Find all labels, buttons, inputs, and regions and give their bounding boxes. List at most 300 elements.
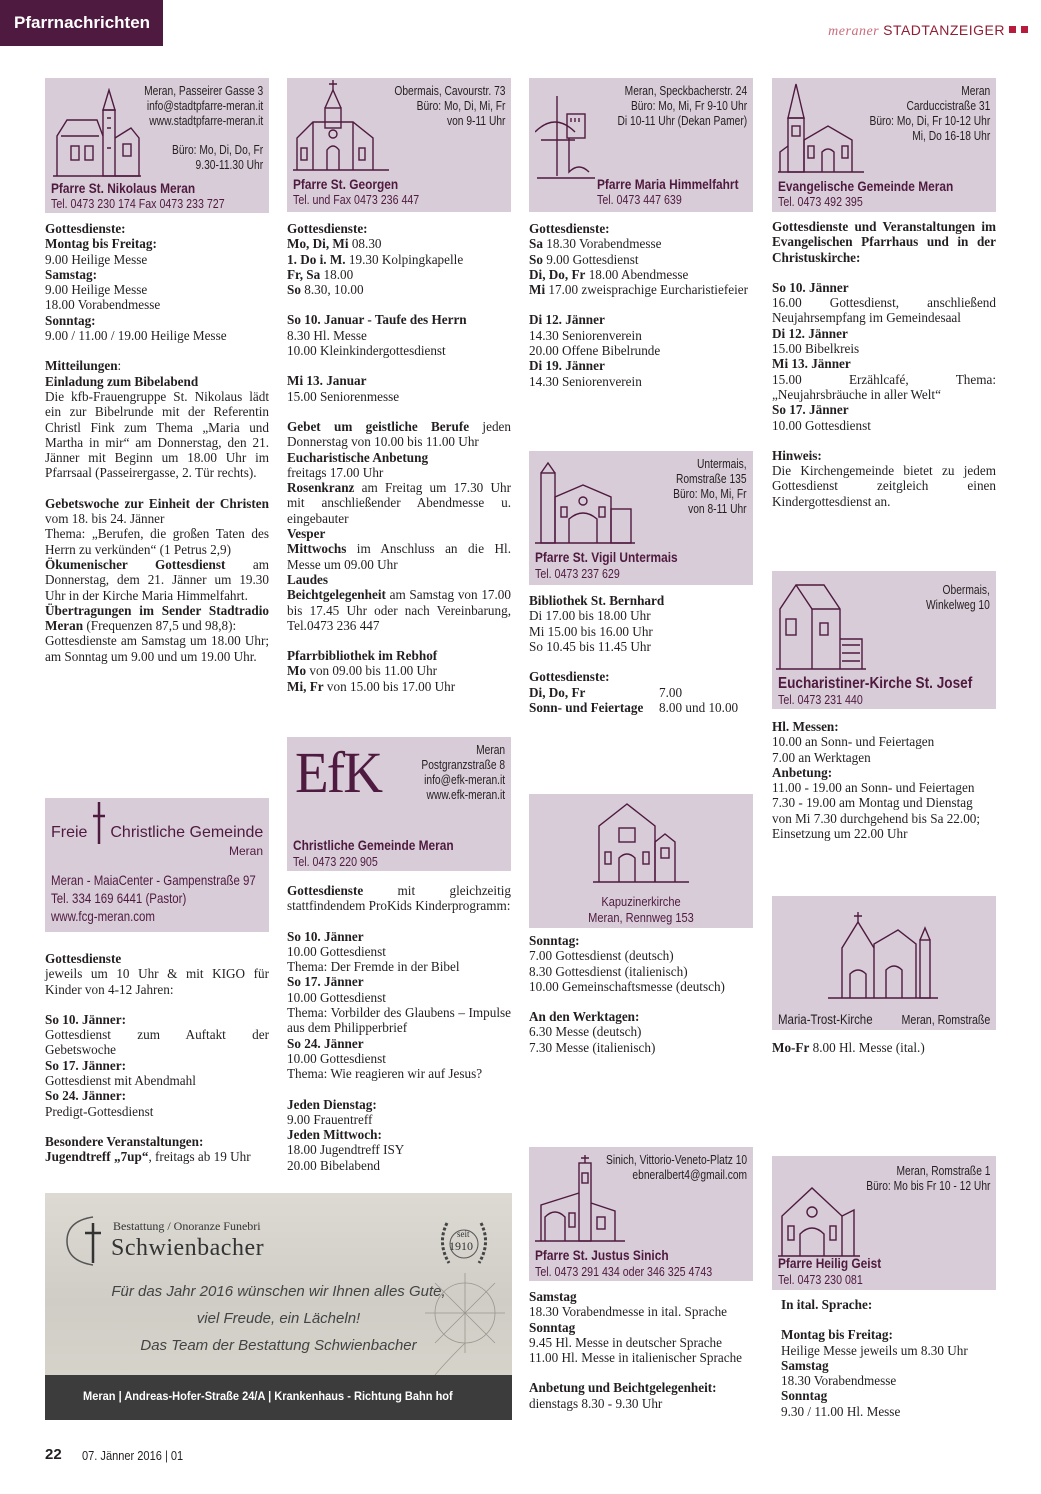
ad-message-line: Das Team der Bestattung Schwienbacher (140, 1337, 417, 1354)
masthead-logo (828, 22, 1005, 40)
address-block (869, 84, 990, 144)
box-vigil (529, 451, 753, 585)
phone: Tel. und Fax 0473 236 447 (293, 192, 420, 207)
text-bold: Sonntag: (529, 933, 580, 948)
text-paragraph (772, 356, 996, 371)
text-paragraph (529, 624, 753, 639)
text-paragraph (529, 979, 753, 994)
text-regular: 8.30 Gottesdienst (italienisch) (529, 963, 688, 979)
text-regular: 9.00 Heilige Messe (45, 282, 148, 298)
text-bold: Mittwochs (287, 541, 347, 557)
spacer (287, 404, 511, 419)
text-regular: freitags 17.00 Uhr (287, 464, 384, 480)
text-paragraph (529, 1380, 753, 1395)
text-bold: Di 12. Jänner (772, 325, 848, 341)
box-fcg (45, 798, 269, 932)
text-regular: 15.00 Erzählcafé, Thema: „Neujahrsbräuche in aller Welt“ (772, 371, 996, 402)
text-bold: Di, Do, Fr (529, 266, 586, 282)
text-bold: An den Werktagen: (529, 1009, 640, 1025)
text-paragraph (529, 221, 753, 236)
text-bold: So 10. Jänner (287, 928, 364, 944)
box-himmelfahrt (529, 78, 753, 212)
text-regular: von 09.00 bis 11.00 Uhr (306, 663, 438, 679)
text-paragraph (529, 593, 753, 608)
text-paragraph (45, 603, 269, 634)
text-regular: 11.00 - 19.00 an Sonn- und Feiertagen (772, 780, 975, 796)
text-bold: Übertragungen im Sender Stadtradio Meran (45, 602, 269, 634)
address-block (144, 84, 263, 129)
text-paragraph (287, 541, 511, 572)
text-bold: Mi 13. Januar (287, 373, 367, 389)
box-justus (529, 1147, 753, 1281)
text-bold: Beichtgelegenheit (287, 587, 386, 603)
text-justus (529, 1289, 753, 1411)
text-heiliggeist (781, 1297, 996, 1419)
text-bold: Gottesdienste: (529, 221, 610, 236)
text-bold: Eucharistische Anbetung (287, 449, 429, 465)
text-bold: Anbetung: (772, 764, 833, 780)
text-paragraph (772, 795, 996, 810)
cross-icon (92, 824, 106, 842)
text-paragraph (45, 374, 269, 389)
text-regular: 18.30 Vorabendmesse (781, 1373, 897, 1389)
text-paragraph (772, 750, 996, 765)
cross-icon (63, 1213, 111, 1269)
box-mariatrost (772, 896, 996, 1030)
web-link[interactable]: www.efk-meran.it (426, 788, 505, 802)
phone: Tel. 334 169 6441 (Pastor) (51, 890, 187, 906)
text-regular: 20.00 Offene Bibelrunde (529, 343, 661, 359)
text-evangelisch (772, 219, 996, 509)
text-regular: 10.00 an Sonn- und Feiertagen (772, 734, 935, 750)
text-regular: Di 17.00 bis 18.00 Uhr (529, 608, 651, 624)
table-cell-time: 8.00 und 10.00 (659, 700, 739, 716)
office-line: Büro: Mo, Mi, Fr (673, 487, 747, 501)
spacer (287, 1082, 511, 1097)
text-paragraph (781, 1327, 996, 1342)
text-regular: im Anschluss an die Hl. Messe um 09.00 Uhr (287, 541, 511, 572)
address-line: Winkelweg 10 (926, 598, 990, 612)
text-paragraph (45, 221, 269, 236)
text-paragraph (287, 959, 511, 974)
text-paragraph (772, 372, 996, 403)
text-regular: 10.00 Gottesdienst (287, 989, 386, 1005)
church-name: Kapuzinerkirche (601, 894, 681, 909)
text-bold: Jugendtreff „7up“ (45, 1149, 149, 1165)
text-paragraph (45, 389, 269, 481)
text-paragraph (772, 1040, 996, 1055)
text-paragraph (287, 419, 511, 450)
section-title: Pfarrnachrichten (0, 0, 163, 46)
text-paragraph (45, 951, 269, 966)
text-regular: 7.30 - 19.00 am Montag und Dienstag (772, 795, 973, 811)
address-line: Carduccistraße 31 (906, 99, 990, 113)
address-line: Sinich, Vittorio-Veneto-Platz 10 (605, 1153, 747, 1167)
email-link[interactable]: info@efk-meran.it (423, 773, 505, 787)
text-bold: Pfarrbibliothek im Rebhof (287, 648, 438, 664)
spacer (772, 265, 996, 280)
masthead-square (1021, 26, 1028, 33)
table-cell-time: 7.00 (659, 685, 683, 700)
text-paragraph (45, 1027, 269, 1058)
text-regular: 11.00 Hl. Messe in italienischer Sprache (529, 1350, 743, 1366)
text-bold: Mitteilungen (45, 358, 118, 374)
text-regular: jeweils um 10 Uhr & mit KIGO für Kinder von 4-12 Jahren: (45, 966, 269, 997)
text-regular: , freitags ab 19 Uhr (148, 1149, 251, 1165)
text-paragraph (529, 1009, 753, 1024)
text-bold: So 17. Jänner (287, 974, 364, 990)
text-bold: So 17. Jänner (772, 402, 849, 418)
text-paragraph (529, 933, 753, 948)
text-bold: Jeden Dienstag: (287, 1096, 377, 1112)
text-bold: In ital. Sprache: (781, 1297, 873, 1312)
spacer (287, 633, 511, 648)
text-paragraph (45, 1073, 269, 1088)
text-paragraph (287, 343, 511, 358)
masthead-caps: STADTANZEIGER (883, 22, 1005, 38)
church-heiliggeist-illustration (778, 1182, 860, 1258)
text-paragraph (781, 1388, 996, 1403)
text-paragraph (772, 418, 996, 433)
address-line: Meran (960, 84, 990, 98)
text-paragraph (45, 297, 269, 312)
text-paragraph (781, 1373, 996, 1388)
text-bold: Samstag (781, 1357, 829, 1373)
address-line: Romstraße 135 (676, 472, 747, 486)
text-bold: Mo-Fr (772, 1040, 810, 1055)
text-bold: Mi, Fr (287, 678, 324, 694)
text-regular: Gottesdienste am Samstag um 18.00 Uhr; am Sonntag um 9.00 und um 19.00 Uhr. (45, 633, 269, 664)
text-paragraph (287, 373, 511, 388)
ad-message-line: viel Freude, ein Lächeln! (196, 1310, 361, 1327)
text-paragraph (772, 295, 996, 326)
text-paragraph (45, 966, 269, 997)
spacer (45, 343, 269, 358)
text-bold: Anbetung und Beichtgelegenheit: (529, 1380, 717, 1396)
text-paragraph (287, 990, 511, 1005)
ad-subtitle: Bestattung / Onoranze Funebri (113, 1219, 261, 1233)
address-block (617, 84, 747, 129)
text-paragraph (772, 219, 996, 265)
fcg-logo-sub: Meran (228, 844, 263, 858)
text-paragraph (529, 312, 753, 327)
text-paragraph (772, 280, 996, 295)
email-link[interactable]: ebneralbert4@gmail.com (632, 1168, 747, 1182)
seal-year: 1910 (449, 1239, 473, 1253)
text-paragraph (287, 236, 511, 251)
text-paragraph (287, 1066, 511, 1081)
office-line: Büro: Mo, Di, Mi, Fr (416, 99, 505, 113)
text-paragraph (529, 358, 753, 373)
text-bold: Vesper (287, 526, 326, 542)
text-regular: 7.00 Gottesdienst (deutsch) (529, 948, 674, 964)
address-block (394, 84, 505, 129)
church-josef-illustration (776, 579, 866, 671)
text-regular: Einsetzung um 22.00 Uhr (772, 826, 908, 842)
text-paragraph (45, 633, 269, 664)
address-line: Meran, Passeirer Gasse 3 (143, 84, 263, 98)
text-paragraph (287, 312, 511, 327)
address-line: Meran (475, 743, 505, 757)
text-bold: Gottesdienste: (529, 669, 610, 685)
ad-company-name: Schwienbacher (111, 1235, 265, 1261)
text-regular: 18.30 Vorabendmesse in ital. Sprache (529, 1304, 728, 1320)
text-nikolaus (45, 221, 269, 664)
phone: Tel. 0473 230 174 Fax 0473 233 727 (51, 196, 225, 211)
church-kapuziner-illustration (593, 798, 689, 886)
spacer (287, 914, 511, 929)
web-link[interactable]: www.fcg-meran.com (51, 908, 155, 924)
text-regular: mit gleichzeitig stattfindendem ProKids Kinderprogramm: (287, 883, 511, 914)
address-line: Meran, Romstraße (901, 1012, 990, 1027)
text-bold: Gottesdienste und Veranstaltungen im Evangelischen Pfarrhaus und in der Christuskirche: (772, 219, 996, 265)
office-line: von 9-11 Uhr (446, 114, 505, 128)
text-bold: Gottesdienste: (287, 221, 368, 236)
text-regular: 10.00 Kleinkindergottesdienst (287, 343, 446, 359)
text-regular: 16.00 Gottesdienst, anschließend Neujahrsempfang im Gemeindesaal (772, 295, 996, 326)
text-paragraph (529, 1040, 753, 1055)
text-paragraph (287, 663, 511, 678)
text-paragraph (287, 282, 511, 297)
table-row (529, 685, 753, 700)
table-cell-day: Di, Do, Fr (529, 685, 586, 700)
text-paragraph (529, 1320, 753, 1335)
text-regular: 8.30 Hl. Messe (287, 327, 367, 343)
office-line: Büro: Mo, Mi, Fr 9-10 Uhr (630, 99, 747, 113)
ad-schwienbacher (45, 1193, 512, 1420)
text-paragraph (287, 480, 511, 526)
text-bold: Montag bis Freitag: (781, 1327, 893, 1343)
text-paragraph (287, 1142, 511, 1157)
text-georgen (287, 221, 511, 694)
table-row (529, 700, 753, 715)
text-paragraph (529, 1335, 753, 1350)
text-paragraph (287, 1127, 511, 1142)
address-line: Postgranzstraße 8 (421, 758, 505, 772)
issue-date: 07. Jänner 2016 | 01 (82, 1448, 184, 1463)
text-regular: 18.00 Jugendtreff ISY (287, 1142, 405, 1158)
text-bold: Gottesdienste (287, 883, 364, 898)
text-regular: 10.00 Gottesdienst (287, 943, 386, 959)
text-bold: Samstag: (45, 266, 98, 282)
spacer (529, 297, 753, 312)
address-line: Meran, Rennweg 153 (588, 910, 694, 925)
text-bold: Jeden Mittwoch: (287, 1127, 382, 1143)
text-regular: Predigt-Gottesdienst (45, 1103, 154, 1119)
text-bold: Bibliothek St. Bernhard (529, 593, 665, 608)
parish-name: Pfarre Heilig Geist (778, 1255, 882, 1271)
spacer (45, 1119, 269, 1134)
text-regular: 18.30 Vorabendmesse (542, 236, 662, 252)
text-regular: 14.30 Seniorenverein (529, 327, 642, 343)
text-paragraph (772, 463, 996, 509)
text-fcg (45, 951, 269, 1165)
text-regular: 15.00 Seniorenmesse (287, 388, 400, 404)
text-paragraph (45, 1012, 269, 1027)
office-line: von 8-11 Uhr (688, 502, 747, 516)
text-vigil (529, 593, 753, 684)
text-regular: von Mi 7.30 durchgehend bis Sa 22.00; (772, 810, 981, 826)
office-line: Büro: Mo, Di, Do, Fr (171, 143, 263, 157)
page-number: 22 (45, 1446, 62, 1463)
text-paragraph (529, 267, 753, 282)
text-bold: Einladung zum Bibelabend (45, 373, 199, 389)
text-bold: So 10. Jänner (772, 279, 849, 295)
parish-name: Evangelische Gemeinde Meran (778, 178, 954, 194)
church-mariatrost-illustration (828, 904, 938, 1000)
text-regular: dienstags 8.30 - 9.30 Uhr (529, 1395, 663, 1411)
text-regular: Thema: Der Fremde in der Bibel (287, 959, 460, 975)
text-mariatrost (772, 1040, 996, 1055)
text-bold: So (529, 251, 543, 267)
phone: Tel. 0473 492 395 (778, 194, 863, 209)
phone: Tel. 0473 447 639 (597, 192, 682, 207)
web-link[interactable]: www.stadtpfarre-meran.it (149, 114, 263, 128)
text-paragraph (287, 221, 511, 236)
text-paragraph (287, 328, 511, 343)
text-paragraph (529, 639, 753, 654)
text-paragraph (772, 765, 996, 780)
address-line: Meran - MaiaCenter - Gampenstraße 97 (51, 872, 256, 888)
text-bold: Sonntag (529, 1319, 576, 1335)
text-regular: 14.30 Seniorenverein (529, 373, 642, 389)
text-regular: vom 18. bis 24. Jänner (45, 511, 165, 527)
text-bold: Sonntag (781, 1388, 828, 1404)
text-regular: 7.00 an Werktagen (772, 749, 871, 765)
text-paragraph (45, 1104, 269, 1119)
parish-name: Pfarre St. Justus Sinich (535, 1247, 669, 1263)
text-regular: am Freitag um 17.30 Uhr mit anschließender Abendmesse u. eingebauter (287, 480, 511, 526)
text-kapuziner (529, 933, 753, 1055)
text-paragraph (772, 826, 996, 841)
text-paragraph (287, 1158, 511, 1173)
text-paragraph (529, 1396, 753, 1411)
fcg-logo-text: Christliche Gemeinde (110, 824, 264, 841)
text-bold: Gebetswoche zur Einheit der Christen (45, 495, 269, 511)
phone: Tel. 0473 231 440 (778, 692, 863, 707)
text-paragraph (45, 358, 269, 373)
text-paragraph (529, 343, 753, 358)
church-himmelfahrt-illustration (535, 92, 605, 182)
text-bold: Gebet um geistliche Berufe (287, 418, 470, 434)
office-line: Büro: Mo bis Fr 10 - 12 Uhr (865, 1179, 990, 1193)
text-bold: Mo (287, 663, 307, 679)
parish-name: Christliche Gemeinde Meran (293, 837, 454, 853)
text-paragraph (781, 1404, 996, 1419)
text-bold: So 24. Jänner: (45, 1088, 126, 1104)
text-regular: 08.30 (348, 236, 382, 252)
text-paragraph (45, 1134, 269, 1149)
text-paragraph (45, 1088, 269, 1103)
parish-name: Pfarre St. Georgen (293, 176, 399, 192)
phone: Tel. 0473 230 081 (778, 1272, 863, 1287)
text-paragraph (287, 1005, 511, 1036)
text-regular: (Frequenzen 87,5 und 98,8): (83, 618, 237, 634)
spacer (781, 1312, 996, 1327)
ad-footer-address: Meran | Andreas-Hofer-Straße 24/A | Krankenhaus - Richtung Bahn hof (83, 1389, 453, 1403)
text-bold: Gottesdienste (45, 951, 122, 966)
text-regular: Mi 15.00 bis 16.00 Uhr (529, 623, 653, 639)
address-block (674, 457, 747, 517)
text-regular: am Donnerstag, dem 21. Jänner um 19.30 Uhr in der Kirche Maria Himmelfahrt. (45, 556, 269, 603)
phone: Tel. 0473 291 434 oder 346 325 4743 (535, 1264, 713, 1279)
text-paragraph (529, 328, 753, 343)
text-paragraph (45, 267, 269, 282)
text-bold: Mi (529, 282, 546, 298)
box-efk (287, 737, 511, 871)
text-regular: 8.00 Hl. Messe (ital.) (809, 1040, 925, 1055)
text-regular: Gottesdienst mit Abendmahl (45, 1073, 196, 1089)
text-paragraph (529, 374, 753, 389)
address-line: Obermais, Cavourstr. 73 (393, 84, 505, 98)
office-line: Di 10-11 Uhr (Dekan Pamer) (617, 114, 747, 128)
text-paragraph (45, 526, 269, 557)
fcg-logo-text: Freie (51, 824, 88, 841)
box-georgen (287, 78, 511, 212)
text-regular: Gottesdienst zum Auftakt der Gebetswoche (45, 1027, 269, 1058)
church-nikolaus-illustration (51, 88, 143, 178)
address-block (421, 743, 505, 803)
masthead-italic: meraner (828, 24, 880, 39)
office-line: Mi, Do 16-18 Uhr (911, 129, 990, 143)
text-paragraph (287, 587, 511, 633)
text-paragraph (529, 948, 753, 963)
text-regular: 7.30 Messe (italienisch) (529, 1039, 656, 1055)
text-paragraph (529, 252, 753, 267)
text-paragraph (529, 608, 753, 623)
text-bold: Rosenkranz (287, 480, 355, 496)
phone: Tel. 0473 237 629 (535, 566, 620, 581)
text-paragraph (772, 811, 996, 826)
text-paragraph (45, 313, 269, 328)
text-regular: 20.00 Bibelabend (287, 1157, 381, 1173)
table-cell-day: Sonn- und Feiertage (529, 700, 644, 716)
text-bold: Hl. Messen: (772, 719, 839, 734)
address-line: Meran, Speckbacherstr. 24 (624, 84, 747, 98)
text-paragraph (781, 1358, 996, 1373)
text-paragraph (287, 974, 511, 989)
parish-name: Pfarre St. Nikolaus Meran (51, 180, 196, 196)
text-paragraph (287, 389, 511, 404)
text-paragraph (287, 267, 511, 282)
text-regular: 15.00 Bibelkreis (772, 341, 860, 357)
email-link[interactable]: info@stadtpfarre-meran.it (146, 99, 263, 113)
spacer (287, 297, 511, 312)
parish-name: Pfarre Maria Himmelfahrt (597, 176, 739, 192)
text-paragraph (529, 1024, 753, 1039)
text-paragraph (287, 465, 511, 480)
text-paragraph (529, 1304, 753, 1319)
phone: Tel. 0473 220 905 (293, 854, 378, 869)
text-paragraph (529, 282, 753, 297)
text-paragraph (45, 496, 269, 527)
office-hours (172, 143, 263, 173)
church-name: Maria-Trost-Kirche (778, 1012, 873, 1027)
text-regular: jeden Donnerstag von 10.00 bis 11.00 Uhr (287, 418, 511, 450)
text-paragraph (287, 252, 511, 267)
church-vigil-illustration (535, 457, 635, 547)
text-regular: 9.30 / 11.00 Hl. Messe (781, 1403, 901, 1419)
ad-message-line: Für das Jahr 2016 wünschen wir Ihnen alles Gute, (111, 1283, 446, 1300)
efk-logo: EfK (295, 740, 382, 805)
address-block (866, 1164, 990, 1194)
text-regular: 9.00 Gottesdienst (542, 251, 639, 267)
text-paragraph (781, 1297, 996, 1312)
spacer (45, 997, 269, 1012)
text-efk (287, 883, 511, 1173)
text-bold: Besondere Veranstaltungen: (45, 1133, 204, 1149)
text-paragraph (287, 648, 511, 663)
